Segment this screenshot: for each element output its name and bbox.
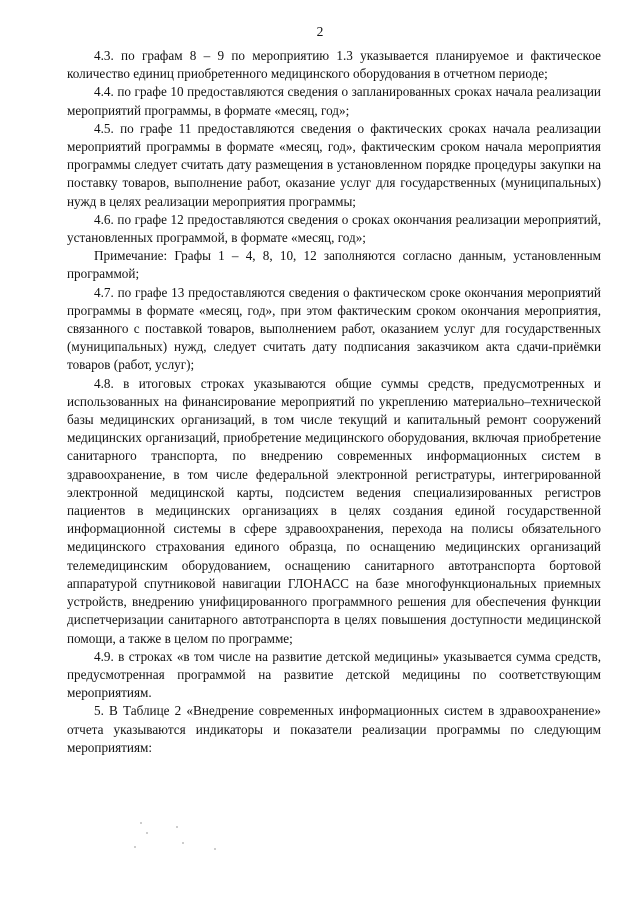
paragraph-4-3: 4.3. по графам 8 – 9 по мероприятию 1.3 указывается планируемое и фактическое количество единиц приобретенного медицинского оборудования в отчетном периоде;	[67, 48, 601, 82]
scan-speck	[182, 842, 184, 844]
scan-speck	[214, 848, 216, 850]
paragraph-4-8: 4.8. в итоговых строках указываются общие суммы средств, предусмотренных и использованных на финансирование мероприятий по укреплению материально–технической базы медицинских организаций, в том числе текущий и капитальный ремонт сооружений медицинских организаций, приобретение медицинского оборудования, включая приобретение санитарного транспорта, по внедрению современных информационных систем в здравоохранение, в том числе федеральной электронной регистратуры, интегрированной электронной медицинской карты, подсистем ведения специализированных регистров пациентов в медицинских организациях в целях создания единой государственной информационной системы в сфере здравоохранения, перехода на полисы обязательного медицинского страхования единого образца, по оснащению медицинских организаций телемедицинским оборудованием, оснащению санитарного автотранспорта бортовой аппаратурой спутниковой навигации ГЛОНАСС на базе многофункциональных приемных устройств, внедрению унифицированного программного решения для обеспечения функции диспетчеризации санитарного автотранспорта в целях повышения доступности медицинской помощи, а также в целом по программе;	[67, 375, 601, 646]
document-body	[67, 47, 601, 757]
paragraph-4-6: 4.6. по графе 12 предоставляются сведения о сроках окончания реализации мероприятий, установленных программой, в формате «месяц, год»;	[67, 211, 601, 246]
scan-speck	[140, 822, 142, 824]
paragraph-note: Примечание: Графы 1 – 4, 8, 10, 12 заполняются согласно данным, установленным программой;	[67, 248, 601, 282]
scan-speck	[146, 832, 148, 834]
paragraph-4-5: 4.5. по графе 11 предоставляются сведения о фактических сроках начала реализации мероприятий программы в формате «месяц, год», фактическим сроком начала мероприятия программы следует считать дату размещения в установленном порядке процедуры закупки на поставку товаров, выполнение работ, оказание услуг для государственных (муниципальных) нужд в целях реализации мероприятия программы;	[67, 120, 601, 209]
paragraph-4-9: 4.9. в строках «в том числе на развитие детской медицины» указывается сумма средств, предусмотренная программой на развитие детской медицины по соответствующим мероприятиям.	[67, 648, 601, 701]
scan-speck	[176, 826, 178, 828]
paragraph-5: 5. В Таблице 2 «Внедрение современных информационных систем в здравоохранение» отчета указываются индикаторы и показатели реализации программы по следующим мероприятиям:	[67, 703, 601, 755]
page-number: 2	[316, 24, 324, 39]
paragraph-4-7: 4.7. по графе 13 предоставляются сведения о фактическом сроке окончания мероприятий программы в формате «месяц, год», при этом фактическим сроком окончания мероприятия, связанного с поставкой товаров, выполнением работ, оказанием услуг для государственных (муниципальных) нужд, следует считать дату подписания заказчиком акта сдачи-приёмки товаров (работ, услуг);	[67, 284, 601, 373]
paragraph-4-4: 4.4. по графе 10 предоставляются сведения о запланированных сроках начала реализации мероприятий программы, в формате «месяц, год»;	[67, 84, 601, 118]
scan-speck	[134, 846, 136, 848]
